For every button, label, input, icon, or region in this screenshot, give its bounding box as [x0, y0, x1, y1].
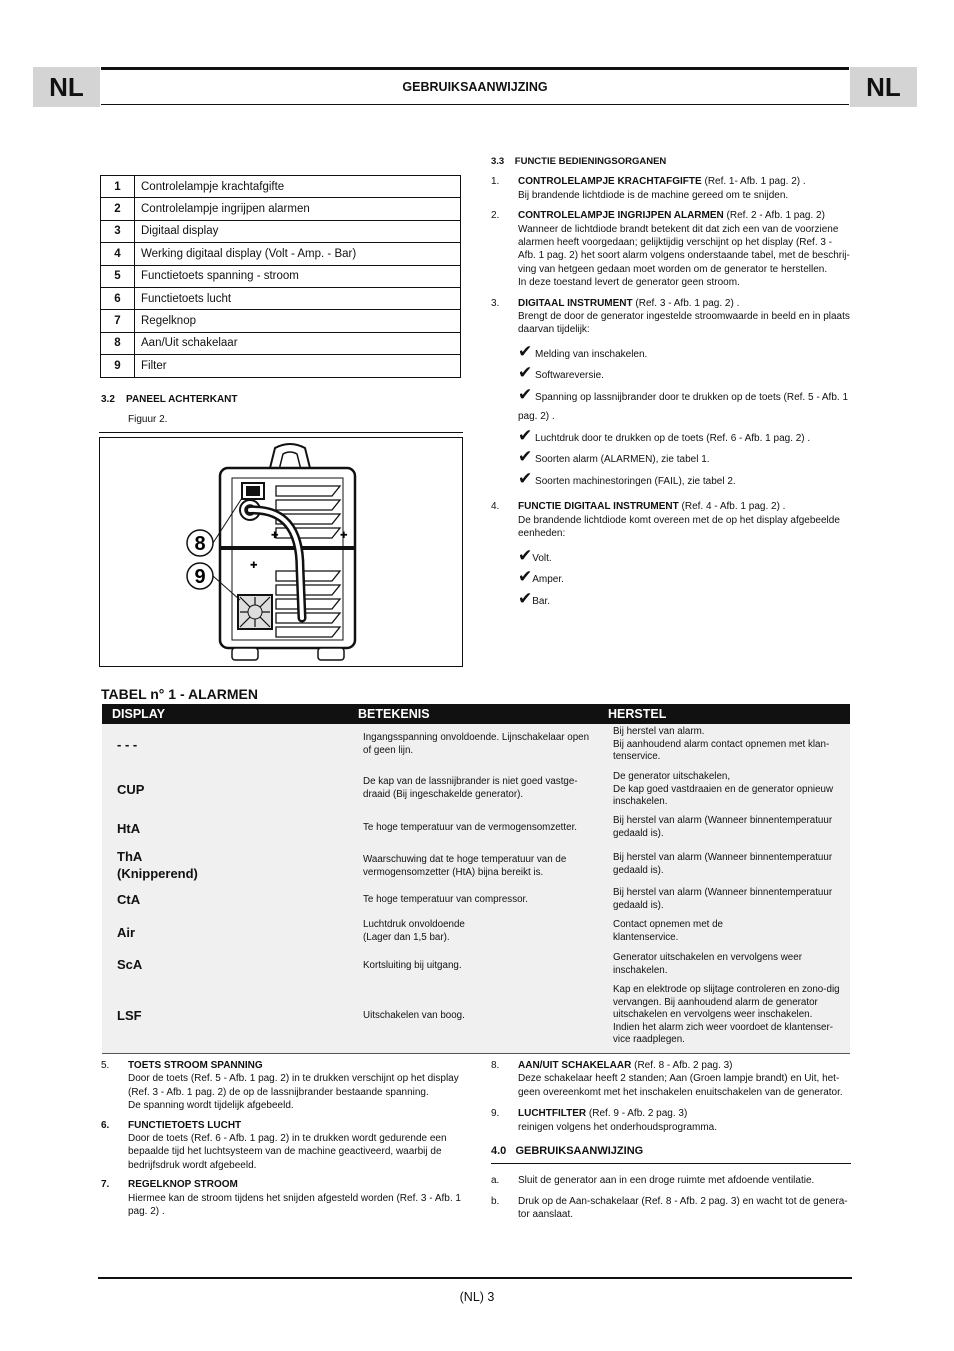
- alarm-table-row: [102, 724, 850, 771]
- divider: [99, 432, 463, 433]
- section-3-3-heading: [491, 155, 851, 168]
- svg-text:✚: ✚: [340, 531, 348, 541]
- alarm-meaning: Luchtdruk onvoldoende (Lager dan 1,5 bar).: [363, 919, 465, 943]
- item-ref: (Ref. 2 - Afb. 1 pag. 2): [726, 210, 825, 222]
- item-title: LUCHTFILTER: [518, 1108, 587, 1120]
- page-header: [101, 67, 849, 105]
- item-title: REGELKNOP STROOM: [128, 1179, 238, 1191]
- item-line: alarmen heeft voorgedaan; gelijktijdig verschijnt op het display (Ref. 3 -: [518, 237, 833, 249]
- checkmark-icon: ✔: [518, 447, 533, 467]
- item-line: Hiermee kan de stroom tijdens het snijden afgesteld worden (Ref. 3 - Afb. 1: [128, 1192, 461, 1204]
- item-line: bedrijfsdruk wordt afgebeeld.: [128, 1159, 257, 1171]
- callout-9: 9: [194, 566, 206, 588]
- footer-divider: [98, 1277, 852, 1279]
- alarm-meaning: Ingangsspanning onvoldoende. Lijnschakelaar open of geen lijn.: [363, 732, 590, 756]
- check-item: [518, 568, 851, 590]
- item-line: Door de toets (Ref. 5 - Afb. 1 pag. 2) in te drukken verschijnt op het display: [128, 1073, 459, 1085]
- item-5: [101, 1059, 461, 1113]
- parts-table-row: [101, 220, 461, 242]
- item-line: Deze schakelaar heeft 2 standen; Aan (Groen lampje brandt) en Uit, het-: [518, 1073, 840, 1085]
- section-number: 3.3: [491, 156, 505, 167]
- alarm-code: CUP: [117, 782, 145, 797]
- item-line: Wanneer de lichtdiode brandt betekent dit dat zich een van de voorziene: [518, 223, 839, 235]
- lower-left-column: [101, 1059, 461, 1218]
- section-3-2-heading: [101, 393, 238, 406]
- item-title: CONTROLELAMPJE KRACHTAFGIFTE: [518, 176, 702, 188]
- section-3-3: [491, 155, 851, 611]
- part-label: Controlelampje ingrijpen alarmen: [135, 198, 461, 220]
- alarm-code: ScA: [117, 957, 143, 972]
- check-item: [518, 364, 851, 386]
- item-number: 1.: [491, 176, 500, 188]
- check-text: Bar.: [532, 595, 551, 607]
- part-number: 2: [101, 198, 135, 220]
- page-number: (NL) 3: [459, 1290, 495, 1304]
- check-list: [518, 343, 851, 492]
- alarm-meaning: Te hoge temperatuur van de vermogensomzetter.: [363, 822, 578, 833]
- checkmark-icon: ✔: [518, 567, 533, 587]
- item-ref: (Ref. 3 - Afb. 1 pag. 2) .: [635, 297, 740, 309]
- alarm-recovery: Bij herstel van alarm. Bij aanhoudend alarm contact opnemen met klan-tenservice.: [613, 726, 830, 762]
- item-title: FUNCTIETOETS LUCHT: [128, 1119, 242, 1131]
- step-line: tor aanslaat.: [518, 1209, 574, 1221]
- item-line: ving van hetgeen gedaan moet worden om de generator te herstellen.: [518, 263, 828, 275]
- alarm-recovery: Bij herstel van alarm (Wanneer binnentemperatuur gedaald is).: [613, 852, 833, 876]
- item-heading: [518, 175, 851, 188]
- item-number: 3.: [491, 297, 500, 309]
- alarm-table-title: TABEL n° 1 - ALARMEN: [101, 686, 259, 702]
- check-text: Volt.: [532, 552, 552, 564]
- item-number: 8.: [491, 1060, 500, 1071]
- item-line: De brandende lichtdiode komt overeen met de op het display afgebeelde: [518, 514, 840, 526]
- alarm-recovery: Bij herstel van alarm (Wanneer binnentemperatuur gedaald is).: [613, 815, 833, 839]
- item-heading: [518, 209, 851, 222]
- section-title: FUNCTIE BEDIENINGSORGANEN: [514, 156, 667, 167]
- check-text: Softwareversie.: [535, 370, 604, 382]
- item-line: Brengt de door de generator ingestelde stroomwaarde in beeld en in plaats: [518, 311, 850, 323]
- alarm-table-row: [102, 951, 850, 984]
- item-3: [491, 297, 851, 492]
- language-badge-left: NL: [33, 67, 100, 107]
- item-title: TOETS STROOM SPANNING: [128, 1060, 263, 1071]
- alarm-recovery: Generator uitschakelen en vervolgens weer inschakelen.: [613, 952, 802, 976]
- header-title: GEBRUIKSAANWIJZING: [402, 80, 548, 94]
- item-line: reinigen volgens het onderhoudsprogramma.: [518, 1121, 718, 1133]
- alarm-recovery: Bij herstel van alarm (Wanneer binnentemperatuur gedaald is).: [613, 887, 833, 911]
- checkmark-icon: ✔: [518, 425, 533, 445]
- check-list: [518, 547, 851, 612]
- step-letter: b.: [491, 1195, 500, 1207]
- check-item: [518, 343, 851, 365]
- item-number: 9.: [491, 1108, 500, 1120]
- figure-caption: Figuur 2.: [128, 414, 168, 425]
- section-title: PANEEL ACHTERKANT: [126, 394, 238, 405]
- parts-table-row: [101, 332, 461, 354]
- parts-table-row: [101, 265, 461, 287]
- checkmark-icon: ✔: [518, 341, 533, 361]
- item-number: 4.: [491, 501, 500, 513]
- alarm-table-row: [102, 885, 850, 919]
- header-meaning: BETEKENIS: [358, 707, 430, 721]
- section-4-0-heading: [491, 1145, 851, 1164]
- check-item: [518, 590, 851, 612]
- parts-table-row: [101, 355, 461, 377]
- part-number: 8: [101, 332, 135, 354]
- part-label: Controlelampje krachtafgifte: [135, 176, 461, 198]
- check-item: [518, 448, 851, 470]
- item-8: [491, 1059, 851, 1099]
- item-heading: [518, 297, 851, 310]
- item-line: In deze toestand levert de generator geen stroom.: [518, 277, 740, 289]
- step-letter: a.: [491, 1175, 500, 1187]
- check-item: [518, 427, 851, 449]
- check-text: Luchtdruk door te drukken op de toets (Ref. 6 - Afb. 1 pag. 2) .: [535, 432, 811, 444]
- alarm-meaning: Waarschuwing dat te hoge temperatuur van de vermogensomzetter (HtA) bijna bereikt is.: [363, 854, 567, 878]
- item-heading: [518, 1059, 851, 1072]
- parts-table-row: [101, 287, 461, 309]
- item-line: daarvan tijdelijk:: [518, 324, 590, 336]
- alarm-code: ThA (Knipperend): [117, 849, 198, 881]
- callout-8: 8: [194, 533, 206, 555]
- item-heading: [518, 500, 851, 513]
- parts-table-row: [101, 310, 461, 332]
- alarm-table-header: [102, 704, 850, 724]
- alarm-table-row: [102, 813, 850, 848]
- check-item: [518, 547, 851, 569]
- item-line: (Ref. 3 - Afb. 1 pag. 2) de op de lassnijbrander bestaande spanning.: [128, 1086, 429, 1098]
- item-number: 5.: [101, 1060, 110, 1071]
- item-line: De spanning wordt tijdelijk afgebeeld.: [128, 1100, 294, 1112]
- step-a: [491, 1174, 851, 1187]
- svg-text:✚: ✚: [271, 531, 279, 541]
- parts-table-row: [101, 198, 461, 220]
- step-b: [491, 1195, 851, 1222]
- part-label: Digitaal display: [135, 220, 461, 242]
- item-line: Door de toets (Ref. 6 - Afb. 1 pag. 2) in te drukken wordt gedurende een: [128, 1133, 447, 1145]
- check-item: [518, 386, 851, 408]
- parts-table-row: [101, 243, 461, 265]
- alarm-meaning: Uitschakelen van boog.: [363, 1010, 465, 1021]
- svg-text:✚: ✚: [250, 561, 258, 571]
- alarm-recovery: Kap en elektrode op slijtage controleren en zono-dig vervangen. Bij aanhoudend alarm de generator uitschakelen en vervolgens weer inschakelen. Indien het alarm zich weer voordoet de klantenser-vice raadplegen.: [613, 984, 840, 1045]
- section-number: 3.2: [101, 394, 115, 405]
- alarm-code: HtA: [117, 821, 141, 836]
- item-number: 7.: [101, 1179, 110, 1191]
- item-1: [491, 175, 851, 202]
- check-text: Amper.: [532, 574, 564, 586]
- step-text: Sluit de generator aan in een droge ruimte met afdoende ventilatie.: [518, 1175, 815, 1187]
- figure-rear-panel: [99, 437, 463, 667]
- item-line: bepaalde tijd het luchtsysteem van de machine geactiveerd, waarbij de: [128, 1146, 442, 1158]
- item-7: [101, 1178, 461, 1218]
- check-text: Soorten machinestoringen (FAIL), zie tabel 2.: [535, 475, 736, 487]
- item-line: eenheden:: [518, 528, 566, 540]
- section-number: 4.0: [491, 1145, 507, 1158]
- section-title: GEBRUIKSAANWIJZING: [515, 1145, 644, 1158]
- lower-right-column: [491, 1059, 851, 1222]
- part-number: 9: [101, 355, 135, 377]
- alarm-meaning: Te hoge temperatuur van compressor.: [363, 894, 529, 905]
- item-text: Bij brandende lichtdiode is de machine gereed om te snijden.: [518, 189, 789, 201]
- item-2: [491, 209, 851, 289]
- alarm-code: LSF: [117, 1008, 142, 1023]
- item-title: CONTROLELAMPJE INGRIJPEN ALARMEN: [518, 210, 724, 222]
- item-ref: (Ref. 4 - Afb. 1 pag. 2) .: [681, 501, 786, 513]
- check-text: Spanning op lassnijbrander door te drukken op de toets (Ref. 5 - Afb. 1: [535, 391, 849, 403]
- item-9: [491, 1107, 851, 1134]
- alarm-table-row: [102, 770, 850, 814]
- alarm-code: CtA: [117, 892, 141, 907]
- item-line: geen overeenkomt met het inschakelen enuitschakelen van de generator.: [518, 1086, 843, 1098]
- item-number: 6.: [101, 1119, 110, 1131]
- item-title: AAN/UIT SCHAKELAAR: [518, 1060, 632, 1071]
- checkmark-icon: ✔: [518, 588, 533, 608]
- part-label: Werking digitaal display (Volt - Amp. - Bar): [135, 243, 461, 265]
- part-number: 7: [101, 310, 135, 332]
- checkmark-icon: ✔: [518, 545, 533, 565]
- item-line: Afb. 1 pag. 2) het soort alarm volgens onderstaande tabel, met de beschrij-: [518, 250, 850, 262]
- item-title: DIGITAAL INSTRUMENT: [518, 297, 633, 309]
- parts-table-row: [101, 176, 461, 198]
- header-display: DISPLAY: [112, 707, 166, 721]
- item-ref: (Ref. 8 - Afb. 2 pag. 3): [634, 1060, 733, 1071]
- item-ref: (Ref. 9 - Afb. 2 pag. 3): [588, 1108, 688, 1120]
- step-line: Druk op de Aan-schakelaar (Ref. 8 - Afb. 2 pag. 3) en wacht tot de genera-: [518, 1195, 848, 1207]
- alarm-meaning: Kortsluiting bij uitgang.: [363, 960, 462, 971]
- item-line: pag. 2) .: [128, 1206, 165, 1218]
- checkmark-icon: ✔: [518, 384, 533, 404]
- header-recovery: HERSTEL: [608, 707, 667, 721]
- part-label: Filter: [135, 355, 461, 377]
- language-badge-right: NL: [850, 67, 917, 107]
- item-6: [101, 1119, 461, 1173]
- alarm-recovery: De generator uitschakelen, De kap goed vastdraaien en de generator opnieuw inschakelen.: [613, 771, 834, 807]
- item-title: FUNCTIE DIGITAAL INSTRUMENT: [518, 501, 679, 513]
- parts-table: [100, 175, 461, 378]
- alarm-code: - - -: [117, 737, 138, 752]
- item-number: 2.: [491, 210, 500, 222]
- checkmark-icon: ✔: [518, 468, 533, 488]
- check-text: Melding van inschakelen.: [535, 348, 648, 360]
- part-number: 5: [101, 265, 135, 287]
- check-item: [518, 470, 851, 492]
- part-label: Aan/Uit schakelaar: [135, 332, 461, 354]
- alarm-recovery: Contact opnemen met de klantenservice.: [613, 919, 724, 943]
- part-number: 6: [101, 287, 135, 309]
- alarm-table-row: [102, 847, 850, 886]
- alarm-table-row: [102, 918, 850, 952]
- alarm-meaning: De kap van de lassnijbrander is niet goed vastge-draaid (Bij ingeschakelde generator).: [363, 776, 578, 800]
- item-ref: (Ref. 1- Afb. 1 pag. 2) .: [704, 176, 806, 188]
- part-number: 1: [101, 176, 135, 198]
- checkmark-icon: ✔: [518, 363, 533, 383]
- check-text: Soorten alarm (ALARMEN), zie tabel 1.: [535, 454, 710, 466]
- part-label: Regelknop: [135, 310, 461, 332]
- alarm-code: Air: [117, 925, 136, 940]
- item-heading: [518, 1107, 851, 1120]
- part-number: 3: [101, 220, 135, 242]
- check-item-continued: pag. 2) .: [518, 411, 555, 423]
- alarm-table-row: [102, 983, 850, 1054]
- item-4: [491, 500, 851, 611]
- generator-rear-illustration: [100, 438, 462, 666]
- part-label: Functietoets lucht: [135, 287, 461, 309]
- part-label: Functietoets spanning - stroom: [135, 265, 461, 287]
- part-number: 4: [101, 243, 135, 265]
